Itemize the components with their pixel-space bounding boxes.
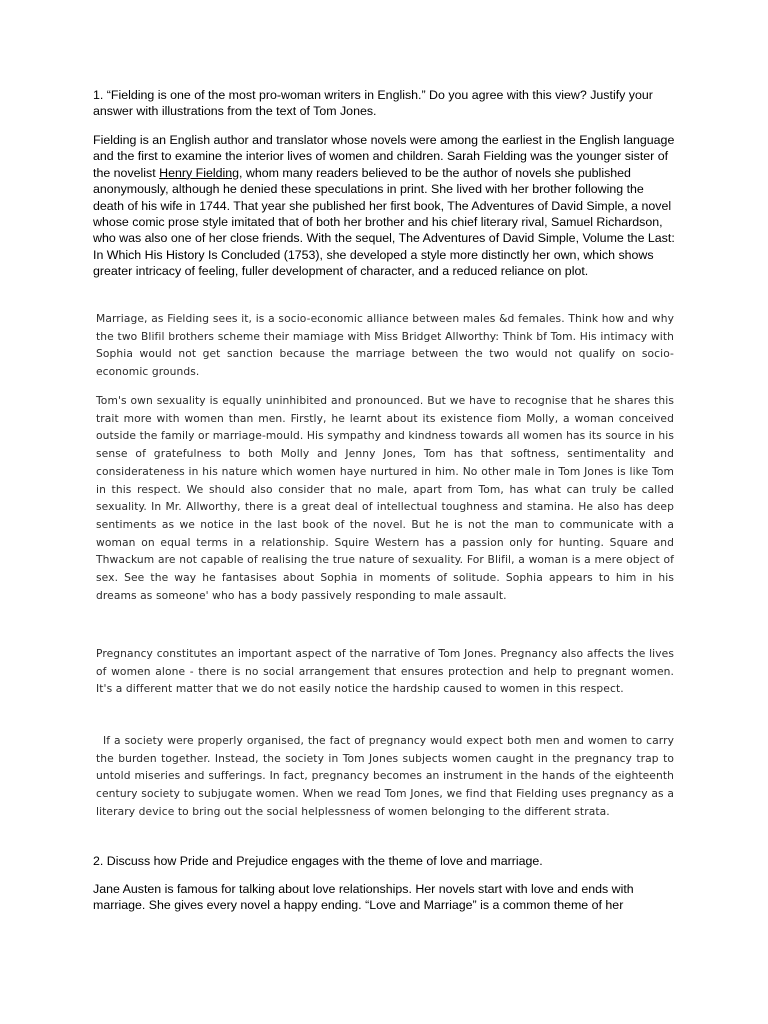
answer-1-text-end: , whom many readers believed to be the author of novels she published anonymously, although he denied these speculations in print. She lived with her brother following the death of his wife in 1744. That year she published her first book, The Adventures of David Simple, a novel whose comic prose style imitated that of both her brother and his chief literary rival, Samuel Richardson, who was also one of her close friends. With the sequel, The Adventures of David Simple, Volume the Last: In Which His History Is Concluded (1753), she developed a style more distinctly her own, which shows greater intricacy of feeling, fuller development of character, and a reduced reliance on plot. bbox=[93, 165, 675, 279]
henry-fielding-link[interactable]: Henry Fielding bbox=[159, 165, 240, 180]
question-1: 1. “Fielding is one of the most pro-woman writers in English.” Do you agree with this view? Justify your answer with illustrations from the text of Tom Jones. bbox=[93, 88, 653, 119]
answer-1-paragraph bbox=[93, 132, 678, 280]
scanned-paragraph-marriage: Marriage, as Fielding sees it, is a socio-economic alliance between males &d females. Think how and why the two Blifil brothers scheme their mamiage with Miss Bridget Allworthy: Think bf Tom. His intimacy with Sophia would not get sanction because the marriage between the two would not qualify on socio-economic grounds. bbox=[96, 312, 674, 379]
answer-2-paragraph: Jane Austen is famous for talking about love relationships. Her novels start with love and ends with marriage. She gives every novel a happy ending. “Love and Marriage” is a common theme of her bbox=[93, 882, 634, 913]
scanned-paragraph-society: If a society were properly organised, the fact of pregnancy would expect both men and women to carry the burden together. Instead, the society in Tom Jones subjects women caught in the pregnancy trap to untold miseries and sufferings. In fact, pregnancy becomes an instrument in the hands of the eighteenth century society to subjugate women. When we read Tom Jones, we find that Fielding uses pregnancy as a literary device to bring out the social helplessness of women belonging to the different strata. bbox=[96, 734, 674, 818]
scanned-paragraph-pregnancy: Pregnancy constitutes an important aspect of the narrative of Tom Jones. Pregnancy also affects the lives of women alone - there is no social arrangement that ensures protection and help to pregnant women. It's a different matter that we do not easily notice the hardship caused to women in this respect. bbox=[96, 647, 674, 696]
answer-1-text-start: Fielding is an English author and translator whose novels were among the earliest in the English language and the first to examine the interior lives of women and children. Sarah Fielding was the younger sister of the novelist bbox=[93, 133, 675, 180]
question-2: 2. Discuss how Pride and Prejudice engages with the theme of love and marriage. bbox=[93, 854, 543, 868]
scanned-paragraph-sexuality: Tom's own sexuality is equally uninhibited and pronounced. But we have to recognise that he shares this trait more with women than men. Firstly, he learnt about its existence fiom Molly, a woman conceived outside the family or marriage-mould. His sympathy and kindness towards all women has its source in his sense of gratefulness to both Molly and Jenny Jones, Tom has that softness, sentimentality and considerateness in his nature which women haye nurtured in him. No other male in Tom Jones is like Tom in this respect. We should also consider that no male, apart from Tom, has what can truly be called sexuality. In Mr. Allworthy, there is a great deal of intellectual toughness and stamina. He also has deep sentiments as we notice in the last book of the novel. But he is not the man to communicate with a woman on equal terms in a relationship. Squire Western has a passion only for hunting. Square and Thwackum are not capable of realising the true nature of sexuality. For Blifil, a woman is a mere object of sex. See the way he fantasises about Sophia in moments of solitude. Sophia appears to him in his dreams as someone' who has a body passively responding to male assault. bbox=[96, 394, 674, 602]
